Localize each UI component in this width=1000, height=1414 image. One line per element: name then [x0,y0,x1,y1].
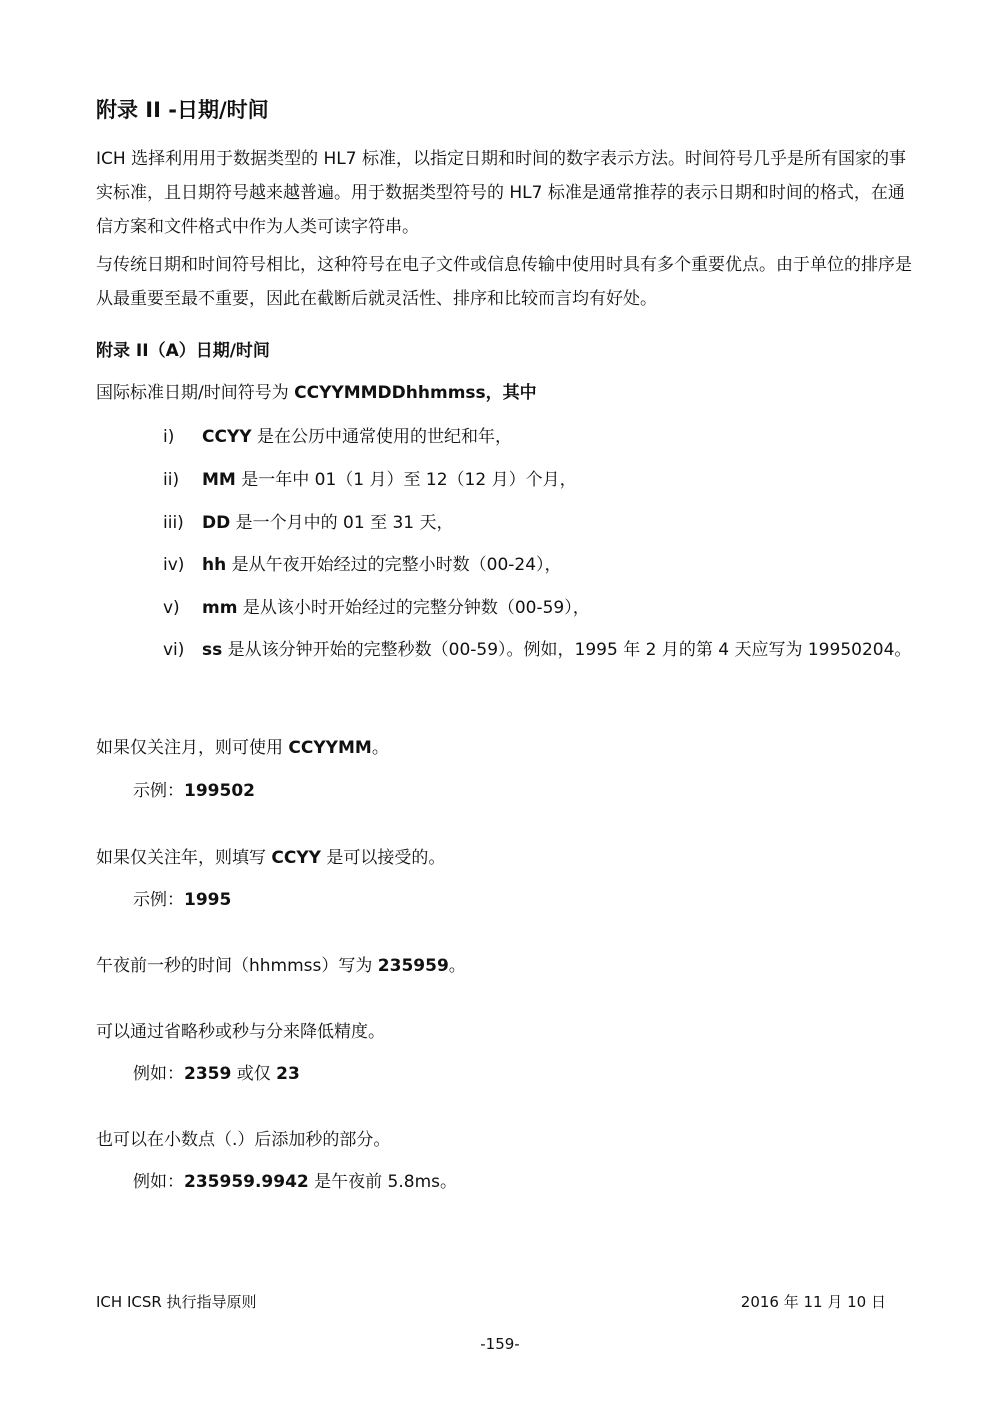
example-value: 2359 [184,1064,232,1084]
list-item-code: CCYY [202,427,252,447]
format-code: CCYYMMDDhhmmss，其中 [294,383,537,403]
list-item [163,463,923,497]
month-format-code: CCYYMM [288,738,372,758]
footer-date: 2016 年 11 月 10 日 [740,1293,886,1311]
format-intro-text: 国际标准日期/时间符号为 [96,383,295,403]
fraction-line: 也可以在小数点（.）后添加秒的部分。 [96,1130,391,1150]
example-label: 例如： [133,1064,184,1084]
list-item-code: MM [202,470,236,490]
year-example [133,887,231,913]
list-item-number: ii) [163,470,180,490]
example-value: 1995 [184,890,232,910]
list-item-number: iii) [163,513,184,533]
example-label: 示例： [133,890,184,910]
list-item-code: DD [202,513,231,533]
format-intro [96,380,537,406]
list-item-code: ss [202,640,223,660]
example-label: 示例： [133,781,184,801]
example-value: 199502 [184,781,255,801]
month-example [133,778,255,804]
intro-paragraph: ICH 选择利用用于数据类型的 HL7 标准，以指定日期和时间的数字表示方法。时间符号几乎是所有国家的事实标准，且日期符号越来越普遍。用于数据类型符号的 HL7 标准是通常推荐的表示日期和时间的格式，在通信方案和文件格式中作为人类可读字符串。 [96,149,906,237]
midnight-line: 午夜前一秒的时间（hhmmss）写为 235959。 [96,956,466,976]
list-item-text: 是在公历中通常使用的世纪和年， [251,427,512,447]
precision-example: 例如：2359 或仅 23 [133,1064,300,1084]
list-item-code: hh [202,555,227,575]
list-item-text: 是从该分钟开始的完整秒数（00-59）。例如，1995 年 2 月的第 4 天应写为 19950204。 [222,640,912,660]
precision-line: 可以通过省略秒或秒与分来降低精度。 [96,1022,385,1042]
year-format-code: CCYY [271,848,321,868]
list-item [163,591,923,625]
intro-paragraph: 与传统日期和时间符号相比，这种符号在电子文件或信息传输中使用时具有多个重要优点。由于单位的排序是从最重要至最不重要，因此在截断后就灵活性、排序和比较而言均有好处。 [96,255,912,309]
list-item [163,548,923,582]
section-heading: 附录 II（A）日期/时间 [96,341,270,361]
list-item-text: 是一个月中的 01 至 31 天， [230,513,454,533]
month-only-line: 如果仅关注月，则可使用 CCYYMM。 [96,738,389,758]
list-item [163,633,923,667]
list-item-number: i) [163,427,175,447]
fraction-example: 例如：235959.9942 是午夜前 5.8ms。 [133,1172,458,1192]
list-item-text: 是从该小时开始经过的完整分钟数（00-59）， [237,598,590,618]
list-item-number: iv) [163,555,185,575]
list-item [163,420,923,454]
example-value: 235959.9942 [184,1172,309,1192]
list-item-number: v) [163,598,180,618]
year-only-line: 如果仅关注年，则填写 CCYY 是可以接受的。 [96,848,446,868]
midnight-value: 235959 [377,956,449,976]
example-value: 23 [276,1064,300,1084]
list-item-text: 是一年中 01（1 月）至 12（12 月）个月， [235,470,577,490]
example-label: 例如： [133,1172,184,1192]
footer-document-title: ICH ICSR 执行指导原则 [96,1293,257,1311]
page-title: 附录 II -日期/时间 [96,98,269,122]
page-number: -159- [480,1335,520,1353]
list-item-text: 是从午夜开始经过的完整小时数（00-24）， [226,555,562,575]
list-item-number: vi) [163,640,185,660]
list-item [163,506,923,540]
list-item-code: mm [202,598,238,618]
